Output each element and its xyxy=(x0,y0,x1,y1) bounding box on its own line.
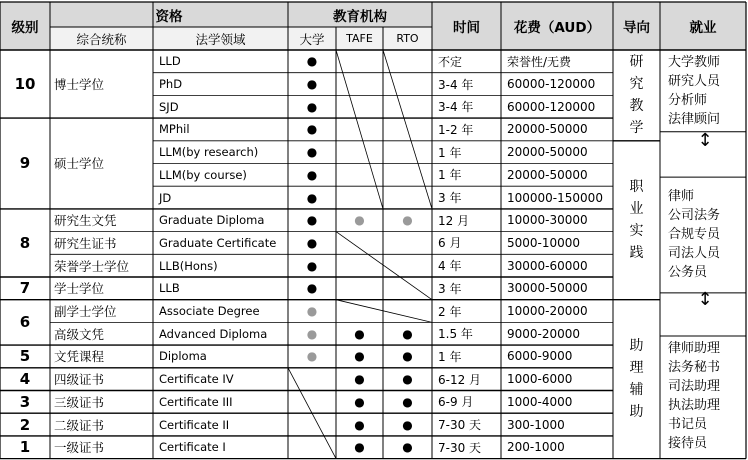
cost-cell: 5000-10000 xyxy=(507,235,581,250)
rto-dot: ● xyxy=(402,417,413,432)
cost-cell: 200-1000 xyxy=(507,440,565,455)
time-cell: 6-12 月 xyxy=(438,372,482,387)
cost-cell: 30000-60000 xyxy=(507,258,588,273)
uni-dot: ● xyxy=(306,281,318,296)
employment-item: 接待员 xyxy=(668,436,708,452)
law-field-cell: SJD xyxy=(159,99,179,114)
orientation-char: 辅 xyxy=(629,382,644,399)
law-field-cell: Certificate I xyxy=(159,440,226,455)
time-header: 时间 xyxy=(432,2,501,50)
orientation-char: 实 xyxy=(629,223,644,240)
qualification-name: 一级证书 xyxy=(54,440,105,456)
double-arrow-icon: ↕ xyxy=(697,130,713,152)
law-field-cell: LLD xyxy=(159,54,181,69)
employment-cell xyxy=(660,50,746,132)
orientation-char: 助 xyxy=(629,404,644,421)
time-cell: 4 年 xyxy=(438,259,462,274)
time-cell: 1-2 年 xyxy=(438,122,474,137)
qualification-name: 博士学位 xyxy=(54,77,105,93)
law-field-cell: JD xyxy=(159,190,172,205)
law-field-cell: Certificate II xyxy=(159,417,230,432)
level-cell: 9 xyxy=(19,154,31,173)
orientation-char: 职 xyxy=(629,179,644,196)
orientation-char: 学 xyxy=(629,120,644,137)
time-cell: 6-9 月 xyxy=(438,395,474,410)
qualification-name: 高级文凭 xyxy=(54,326,105,342)
uni-dot: ● xyxy=(306,304,318,319)
cost-cell: 10000-20000 xyxy=(507,304,588,319)
law-field-cell: Diploma xyxy=(159,349,207,364)
qualification-name: 文凭课程 xyxy=(54,349,105,365)
rto-dot: ● xyxy=(402,213,413,228)
uni-dot: ● xyxy=(306,258,318,273)
rto-dot: ● xyxy=(402,326,413,341)
uni-dot: ● xyxy=(306,167,318,182)
time-cell: 不定 xyxy=(438,54,463,69)
cost-cell: 荣誉性/无费 xyxy=(507,54,572,69)
orientation-char: 理 xyxy=(629,360,644,377)
orientation-cell xyxy=(613,50,660,141)
employment-item: 律师 xyxy=(668,189,695,205)
time-cell: 7-30 天 xyxy=(438,418,482,433)
cost-cell: 1000-6000 xyxy=(507,372,573,387)
employment-cell xyxy=(660,336,746,456)
employment-item: 司法助理 xyxy=(668,379,721,395)
qualification-header: 资格 xyxy=(50,2,288,27)
orientation-char: 教 xyxy=(629,98,644,115)
tafe-header: TAFE xyxy=(336,27,383,50)
orientation-char: 究 xyxy=(629,76,644,93)
level-cell: 3 xyxy=(19,392,31,411)
orientation-char: 业 xyxy=(629,201,644,218)
uni-dot: ● xyxy=(306,122,318,137)
law-field-cell: Graduate Certificate xyxy=(159,235,277,250)
employment-item: 执法助理 xyxy=(668,398,721,414)
cost-cell: 20000-50000 xyxy=(507,122,588,137)
tafe-dot: ● xyxy=(354,394,365,409)
employment-item: 书记员 xyxy=(668,417,708,433)
level-cell: 1 xyxy=(19,438,31,457)
cost-cell: 30000-50000 xyxy=(507,281,588,296)
uni-dot: ● xyxy=(306,145,318,160)
employment-item: 律师助理 xyxy=(668,341,721,357)
uni-dot: ● xyxy=(306,326,318,341)
rto-header: RTO xyxy=(383,27,432,50)
qualification-name: 四级证书 xyxy=(54,372,105,388)
comprehensive-name-header: 综合统称 xyxy=(50,27,153,50)
cost-cell: 60000-120000 xyxy=(507,77,596,92)
time-cell: 7-30 天 xyxy=(438,440,482,455)
level-cell: 6 xyxy=(19,313,31,332)
qualification-name: 学士学位 xyxy=(54,281,105,297)
level-cell: 10 xyxy=(14,75,36,94)
level-cell: 8 xyxy=(19,233,31,252)
time-cell: 3-4 年 xyxy=(438,100,474,115)
law-field-cell: Associate Degree xyxy=(159,304,260,319)
law-field-cell: Certificate III xyxy=(159,394,233,409)
time-cell: 3 年 xyxy=(438,191,462,206)
cost-cell: 60000-120000 xyxy=(507,99,596,114)
employment-item: 分析师 xyxy=(668,92,708,108)
level-cell: 4 xyxy=(19,370,31,389)
employment-item: 法务秘书 xyxy=(668,360,721,376)
orientation-char: 助 xyxy=(629,338,644,355)
level-cell: 7 xyxy=(19,279,31,298)
rto-dot: ● xyxy=(402,394,413,409)
uni-dot: ● xyxy=(306,349,318,364)
time-cell: 1.5 年 xyxy=(438,327,473,342)
tafe-dot: ● xyxy=(354,440,365,455)
employment-header: 就业 xyxy=(660,2,746,50)
cost-cell: 20000-50000 xyxy=(507,145,588,160)
orientation-char: 研 xyxy=(629,54,644,71)
qualification-name: 研究生证书 xyxy=(54,235,117,251)
rto-dot: ● xyxy=(402,349,413,364)
tafe-dot: ● xyxy=(354,213,365,228)
time-cell: 6 月 xyxy=(438,236,462,251)
university-header: 大学 xyxy=(288,27,336,50)
rto-dot: ● xyxy=(402,372,413,387)
qualification-name: 副学士学位 xyxy=(54,304,117,320)
institution-header: 教育机构 xyxy=(288,2,432,27)
employment-item: 大学教师 xyxy=(668,54,721,70)
law-field-cell: MPhil xyxy=(159,122,190,137)
tafe-dot: ● xyxy=(354,417,365,432)
cost-cell: 300-1000 xyxy=(507,417,565,432)
employment-cell xyxy=(660,177,746,293)
employment-item: 公司法务 xyxy=(668,208,721,224)
uni-dot: ● xyxy=(306,235,318,250)
employment-item: 公务员 xyxy=(668,265,708,281)
double-arrow-icon: ↕ xyxy=(697,289,713,311)
orientation-cell xyxy=(613,300,660,459)
rto-dot: ● xyxy=(402,440,413,455)
orientation-header: 导向 xyxy=(613,2,660,50)
qualification-name: 硕士学位 xyxy=(54,156,105,172)
qualification-name: 二级证书 xyxy=(54,417,105,433)
uni-dot: ● xyxy=(306,213,318,228)
cost-cell: 1000-4000 xyxy=(507,394,573,409)
time-cell: 1 年 xyxy=(438,168,462,183)
level-header: 级别 xyxy=(0,2,50,50)
time-cell: 2 年 xyxy=(438,304,462,319)
cost-cell: 100000-150000 xyxy=(507,190,603,205)
level-cell: 2 xyxy=(19,415,31,434)
qualification-name: 荣誉学士学位 xyxy=(54,258,130,274)
time-cell: 3 年 xyxy=(438,281,462,296)
tafe-dot: ● xyxy=(354,349,365,364)
uni-dot: ● xyxy=(306,99,318,114)
employment-item: 法律顾问 xyxy=(668,111,721,127)
cost-cell: 6000-9000 xyxy=(507,349,573,364)
qualification-name: 研究生文凭 xyxy=(54,213,117,229)
level-cell: 5 xyxy=(19,347,31,366)
employment-item: 研究人员 xyxy=(668,73,721,89)
cost-header: 花费（AUD） xyxy=(501,2,613,50)
uni-dot: ● xyxy=(306,54,318,69)
law-field-cell: PhD xyxy=(159,77,183,92)
time-cell: 1 年 xyxy=(438,349,462,364)
tafe-dot: ● xyxy=(354,372,365,387)
time-cell: 3-4 年 xyxy=(438,77,474,92)
law-field-header: 法学领域 xyxy=(153,27,288,50)
cost-cell: 9000-20000 xyxy=(507,326,581,341)
uni-dot: ● xyxy=(306,77,318,92)
time-cell: 12 月 xyxy=(438,213,470,228)
tafe-dot: ● xyxy=(354,326,365,341)
employment-item: 合规专员 xyxy=(668,227,721,243)
orientation-cell xyxy=(613,141,660,300)
law-field-cell: LLM(by course) xyxy=(159,167,247,182)
cost-cell: 10000-30000 xyxy=(507,213,588,228)
qualification-name: 三级证书 xyxy=(54,394,105,410)
time-cell: 1 年 xyxy=(438,145,462,160)
law-field-cell: LLB(Hons) xyxy=(159,258,218,273)
employment-item: 司法人员 xyxy=(668,246,721,262)
law-field-cell: LLM(by research) xyxy=(159,145,259,160)
law-field-cell: Graduate Diploma xyxy=(159,213,265,228)
cost-cell: 20000-50000 xyxy=(507,167,588,182)
law-field-cell: Certificate IV xyxy=(159,372,234,387)
law-field-cell: LLB xyxy=(159,281,180,296)
uni-dot: ● xyxy=(306,190,318,205)
orientation-char: 践 xyxy=(629,245,644,262)
law-field-cell: Advanced Diploma xyxy=(159,326,268,341)
